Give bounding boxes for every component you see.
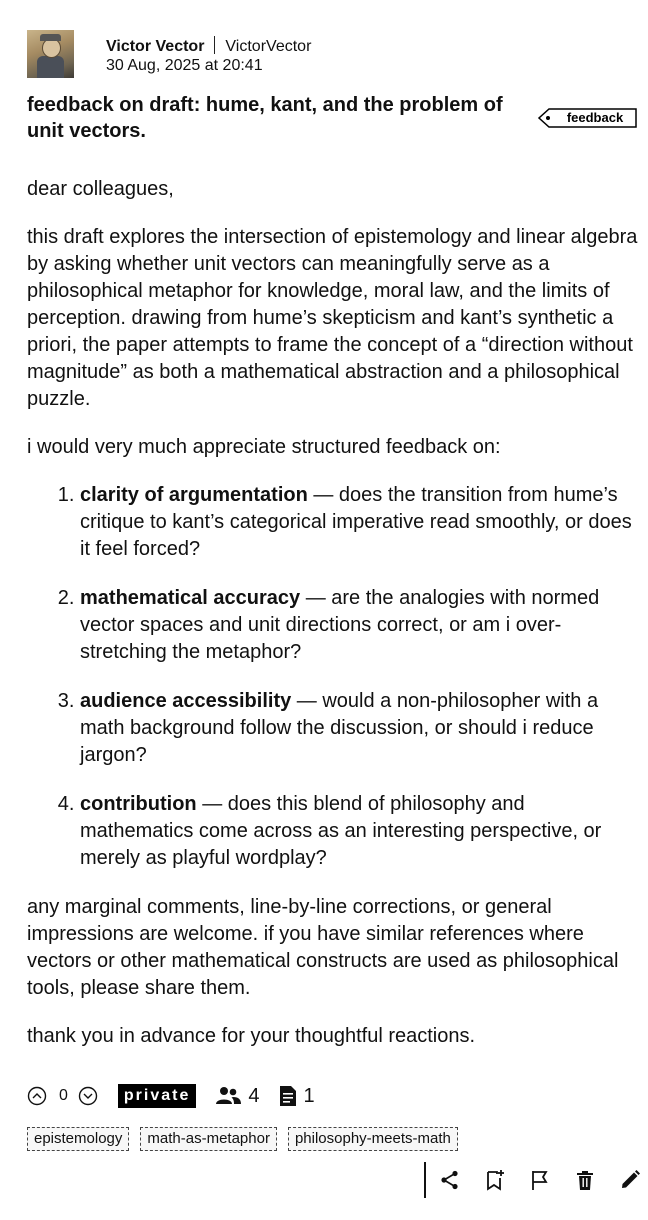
avatar[interactable] [27,30,74,78]
author-username[interactable]: VictorVector [225,38,312,55]
tag-philosophy-meets-math[interactable]: philosophy-meets-math [288,1127,458,1151]
post-stats [27,1083,315,1109]
share-button[interactable] [438,1168,462,1192]
request-paragraph: i would very much appreciate structured feedback on: [27,436,501,458]
list-item [80,585,639,666]
point-text: — does this blend of philosophy and mathematics come across as an interesting perspective, or merely as playful wordplay? [80,793,602,869]
closing-paragraph: any marginal comments, line-by-line corrections, or general impressions are welcome. if you have similar references where vectors or other mathematical constructs are used as philosophical tools, please share them. [27,896,619,999]
category-tag-label: feedback [566,110,624,125]
chevron-down-circle-icon[interactable] [78,1086,98,1106]
point-heading: clarity of argumentation [80,484,308,506]
greeting: dear colleagues, [27,178,174,200]
point-text: — would a non-philosopher with a math background follow the discussion, or should i reduce jargon? [80,690,599,766]
flag-button[interactable] [528,1168,552,1192]
avatar-head [42,38,61,58]
document-icon [278,1085,298,1107]
visibility-badge: private [118,1084,196,1108]
post-date: 30 Aug, 2025 at 20:41 [106,57,263,74]
category-tag[interactable] [537,108,638,128]
share-icon [439,1169,461,1191]
post-title: feedback on draft: hume, kant, and the problem of unit vectors. [27,94,503,142]
edit-button[interactable] [618,1168,642,1192]
post-toolbar [424,1162,648,1198]
vote-count: 0 [59,1087,68,1104]
feedback-points [27,482,639,872]
pencil-icon [619,1169,641,1191]
documents-count: 1 [303,1084,315,1107]
post-body [27,176,639,1071]
tag-list [27,1127,469,1151]
documents-stat[interactable] [278,1085,315,1108]
author-meta [106,36,312,74]
trash-icon [574,1169,596,1191]
chevron-up-circle-icon[interactable] [27,1086,47,1106]
list-item [80,688,639,769]
bookmark-add-icon [484,1169,506,1191]
author-separator [214,36,215,54]
point-text: — does the transition from hume’s critique to kant’s categorical imperative read smoothly, or does it feel forced? [80,484,632,560]
post-header [27,30,74,78]
flag-icon [529,1169,551,1191]
point-heading: audience accessibility [80,690,292,712]
group-icon [214,1086,242,1106]
delete-button[interactable] [573,1168,597,1192]
tag-epistemology[interactable]: epistemology [27,1127,129,1151]
members-count: 4 [248,1084,260,1107]
members-stat[interactable] [214,1085,259,1108]
author-name[interactable]: Victor Vector [106,38,205,55]
vote-controls [27,1086,98,1106]
intro-paragraph: this draft explores the intersection of epistemology and linear algebra by asking whether unit vectors can meaningfully serve as a philosophical metaphor for knowledge, moral law, and the limits of perception. drawing from hume’s skepticism and kant’s synthetic a priori, the paper attempts to frame the concept of a “direction without magnitude” as both a mathematical abstraction and a philosophical puzzle. [27,226,638,410]
thanks-paragraph: thank you in advance for your thoughtful reactions. [27,1025,476,1047]
point-text: — are the analogies with normed vector spaces and unit directions correct, or am i over-stretching the metaphor? [80,587,600,663]
avatar-hat [40,34,61,41]
list-item [80,482,639,563]
avatar-body [37,56,64,78]
point-heading: mathematical accuracy [80,587,301,609]
bookmark-button[interactable] [483,1168,507,1192]
list-item [80,791,639,872]
point-heading: contribution [80,793,197,815]
tag-math-as-metaphor[interactable]: math-as-metaphor [140,1127,277,1151]
